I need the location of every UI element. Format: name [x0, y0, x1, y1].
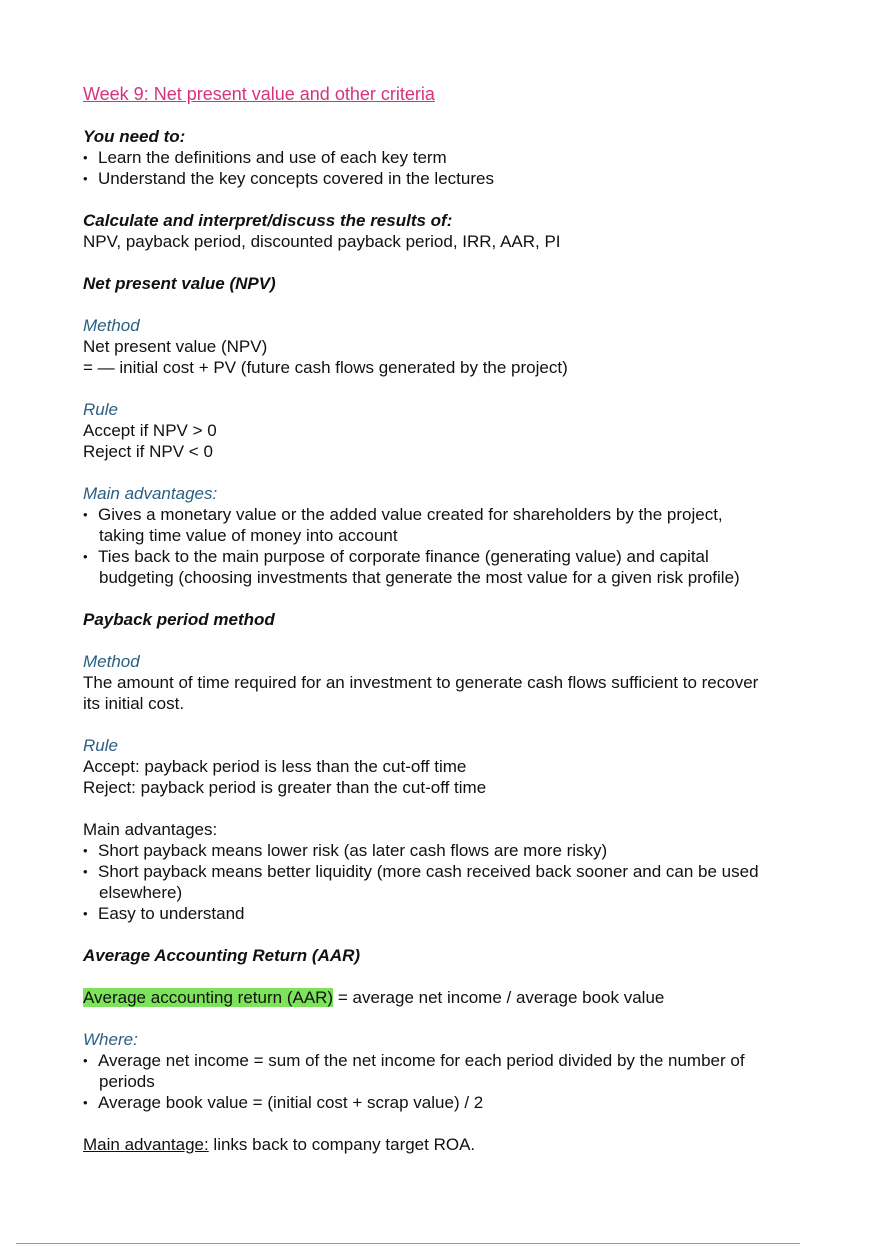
payback-rule-line: Accept: payback period is less than the cut-off time — [83, 757, 467, 776]
highlighted-term: Average accounting return (AAR) — [83, 988, 334, 1007]
payback-rule-line: Reject: payback period is greater than the cut-off time — [83, 778, 487, 797]
list-item: • Gives a monetary value or the added value created for shareholders by the project, — [83, 504, 823, 525]
aar-heading: Average Accounting Return (AAR) — [83, 946, 361, 965]
footer-divider — [16, 1243, 800, 1244]
list-item: • Short payback means better liquidity (more cash received back sooner and can be used — [83, 861, 823, 882]
npv-rule-label: Rule — [83, 400, 118, 419]
payback-method-label: Method — [83, 652, 140, 671]
list-item-continuation: budgeting (choosing investments that generate the most value for a given risk profile) — [99, 568, 740, 587]
aar-main-advantage — [83, 1134, 823, 1155]
npv-rule-line: Accept if NPV > 0 — [83, 421, 217, 440]
list-item-continuation: periods — [99, 1072, 155, 1091]
list-item: • Ties back to the main purpose of corporate finance (generating value) and capital — [83, 546, 823, 567]
payback-advantages-label: Main advantages: — [83, 820, 218, 839]
payback-method-line: The amount of time required for an investment to generate cash flows sufficient to recover — [83, 673, 759, 692]
payback-rule-label: Rule — [83, 736, 118, 755]
document-page — [83, 84, 823, 1155]
npv-method-label: Method — [83, 316, 140, 335]
npv-advantages-label: Main advantages: — [83, 484, 218, 503]
list-item: • Average net income = sum of the net income for each period divided by the number of — [83, 1050, 823, 1071]
npv-method-line: Net present value (NPV) — [83, 337, 268, 356]
npv-rule-line: Reject if NPV < 0 — [83, 442, 213, 461]
aar-formula-rest: = average net income / average book value — [333, 988, 665, 1007]
list-item: • Easy to understand — [83, 903, 823, 924]
list-item: • Average book value = (initial cost + scrap value) / 2 — [83, 1092, 823, 1113]
page-title: Week 9: Net present value and other criteria — [83, 84, 435, 104]
list-item-continuation: taking time value of money into account — [99, 526, 398, 545]
npv-heading: Net present value (NPV) — [83, 274, 276, 293]
main-advantage-label: Main advantage: — [83, 1135, 209, 1154]
intro-heading: You need to: — [83, 127, 186, 146]
list-item: • Understand the key concepts covered in the lectures — [83, 168, 823, 189]
calc-heading: Calculate and interpret/discuss the results of: — [83, 211, 453, 230]
npv-method-line: = — initial cost + PV (future cash flows generated by the project) — [83, 358, 568, 377]
aar-where-label: Where: — [83, 1030, 138, 1049]
payback-heading: Payback period method — [83, 610, 275, 629]
list-item-continuation: elsewhere) — [99, 883, 183, 902]
main-advantage-text: links back to company target ROA. — [208, 1135, 476, 1154]
payback-method-line: its initial cost. — [83, 694, 185, 713]
aar-formula — [83, 987, 823, 1008]
list-item: • Learn the definitions and use of each key term — [83, 147, 823, 168]
calc-text: NPV, payback period, discounted payback period, IRR, AAR, PI — [83, 232, 561, 251]
list-item: • Short payback means lower risk (as later cash flows are more risky) — [83, 840, 823, 861]
